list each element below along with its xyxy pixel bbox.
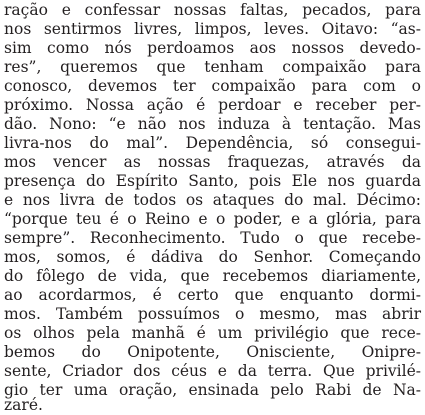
text-line: os olhos pela manhã é um privilégio que rece- bbox=[4, 324, 421, 342]
text-line: dão. Nono: “e não nos induza à tentação. Mas bbox=[4, 115, 421, 133]
text-line: sim como nós perdoamos aos nossos devedo- bbox=[4, 39, 421, 57]
text-line-last: zaré. bbox=[4, 396, 43, 414]
text-line: sempre”. Reconhecimento. Tudo o que recebe- bbox=[4, 229, 421, 247]
text-line: gio ter uma oração, ensinada pelo Rabi de Na- bbox=[4, 381, 421, 399]
text-line: “porque teu é o Reino e o poder, e a glória, para bbox=[4, 210, 421, 228]
text-line: mos. Também possuímos o mesmo, mas abrir bbox=[4, 305, 421, 323]
text-line: livra-nos do mal”. Dependência, só consegui- bbox=[4, 134, 421, 152]
text-line: e nos livra de todos os ataques do mal. Décimo: bbox=[4, 191, 421, 209]
text-line: res”, queremos que tenham compaixão para bbox=[4, 58, 421, 76]
text-line: conosco, devemos ter compaixão para com o bbox=[4, 77, 421, 95]
text-line: ao acordarmos, é certo que enquanto dormi- bbox=[4, 286, 421, 304]
text-line: ração e confessar nossas faltas, pecados, para bbox=[4, 1, 421, 19]
text-line: mos vencer as nossas fraquezas, através da bbox=[4, 153, 421, 171]
book-page bbox=[4, 0, 421, 412]
text-line: nos sentirmos livres, limpos, leves. Oitavo: “as- bbox=[4, 20, 421, 38]
text-line: do fôlego de vida, que recebemos diariamente, bbox=[4, 267, 421, 285]
text-line: mos, somos, é dádiva do Senhor. Começando bbox=[4, 248, 421, 266]
text-line: presença do Espírito Santo, pois Ele nos guarda bbox=[4, 172, 421, 190]
text-line: sente, Criador dos céus e da terra. Que privilé- bbox=[4, 362, 421, 380]
text-line: próximo. Nossa ação é perdoar e receber per- bbox=[4, 96, 421, 114]
text-line: bemos do Onipotente, Onisciente, Onipre- bbox=[4, 343, 421, 361]
